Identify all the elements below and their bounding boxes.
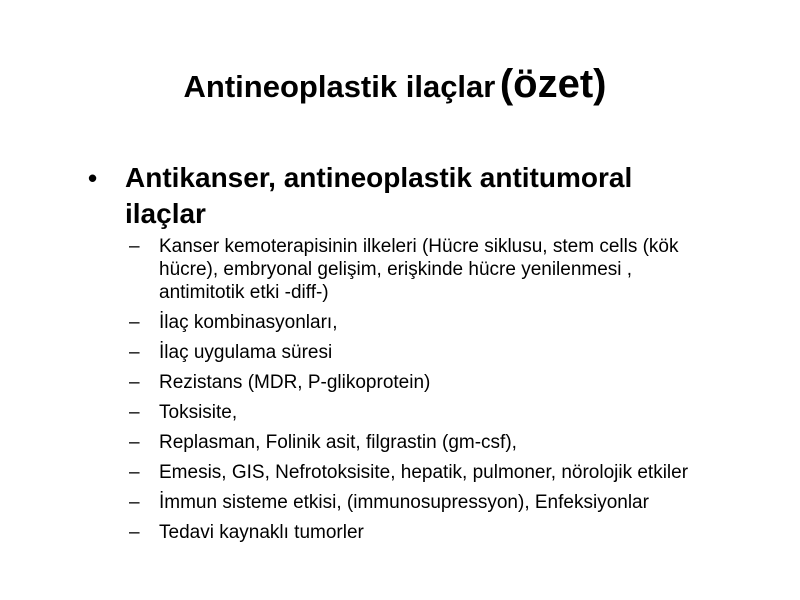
list-item-text: Rezistans (MDR, P-glikoprotein) <box>159 372 431 393</box>
list-item <box>129 401 689 424</box>
dash-marker: – <box>129 342 140 363</box>
list-item <box>129 491 689 514</box>
list-item-text: Emesis, GIS, Nefrotoksisite, hepatik, pulmoner, nörolojik etkiler <box>159 462 689 483</box>
list-item-text: İlaç kombinasyonları, <box>159 312 338 333</box>
bullet-marker: • <box>88 163 98 193</box>
title-main: Antineoplastik ilaçlar <box>183 69 496 104</box>
dash-marker: – <box>129 492 140 513</box>
dash-marker: – <box>129 402 140 423</box>
dash-marker: – <box>129 432 140 453</box>
sub-bullet-list <box>129 235 689 544</box>
list-item <box>129 371 689 394</box>
dash-marker: – <box>129 462 140 483</box>
list-item <box>129 461 689 484</box>
list-item-text: Kanser kemoterapisinin ilkeleri (Hücre siklusu, stem cells (kök hücre), embryonal gelişim, erişkinde hücre yenilenmesi , antimitotik etki -diff-) <box>159 236 679 303</box>
dash-marker: – <box>129 312 140 333</box>
list-item-text: Tedavi kaynaklı tumorler <box>159 522 364 543</box>
dash-marker: – <box>129 236 140 257</box>
list-item <box>129 431 689 454</box>
list-item <box>129 341 689 364</box>
title-parenthetical: (özet) <box>499 62 607 106</box>
main-bullet <box>88 160 648 232</box>
list-item <box>129 235 689 304</box>
list-item <box>129 311 689 334</box>
list-item-text: İmmun sisteme etkisi, (immunosupressyon), Enfeksiyonlar <box>159 492 649 513</box>
slide-title <box>0 62 790 107</box>
list-item-text: İlaç uygulama süresi <box>159 342 333 363</box>
list-item-text: Replasman, Folinik asit, filgrastin (gm-csf), <box>159 432 517 453</box>
dash-marker: – <box>129 372 140 393</box>
list-item <box>129 521 689 544</box>
main-bullet-text: Antikanser, antineoplastik antitumoral ilaçlar <box>125 162 633 229</box>
dash-marker: – <box>129 522 140 543</box>
list-item-text: Toksisite, <box>159 402 238 423</box>
